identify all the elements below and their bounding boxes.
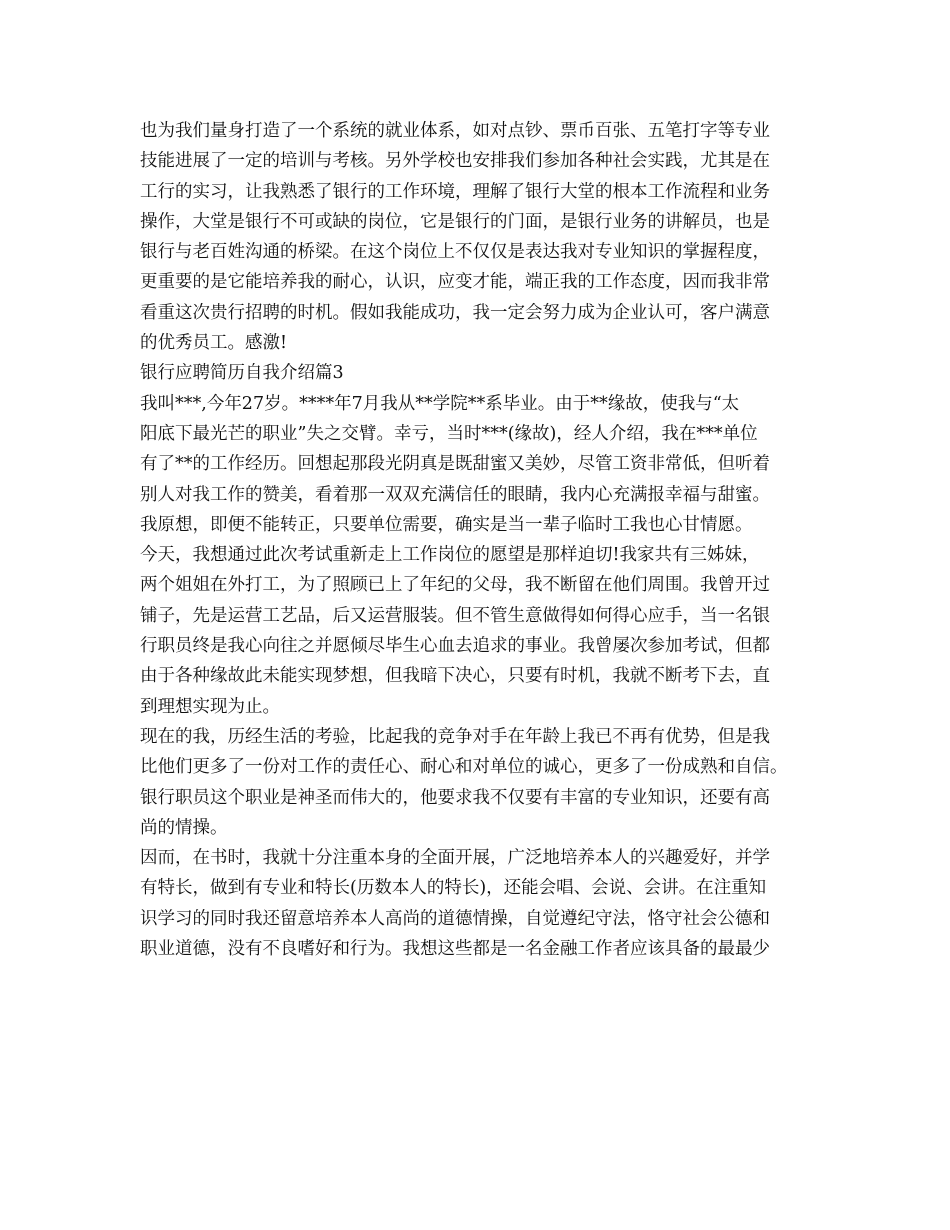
text-line: 银行与老百姓沟通的桥梁。在这个岗位上不仅仅是表达我对专业知识的掌握程度， (140, 242, 770, 263)
text-line: 我原想，即便不能转正，只要单位需要，确实是当一辈子临时工我也心甘情愿。 (140, 514, 753, 535)
text-line: 别人对我工作的赞美，看着那一双双充满信任的眼睛，我内心充满报幸福与甜蜜。 (140, 484, 770, 505)
text-line: 因而，在书时，我就十分注重本身的全面开展，广泛地培养本人的兴趣爱好，并学 (140, 848, 770, 869)
text-line: 现在的我，历经生活的考验，比起我的竞争对手在年龄上我已不再有优势，但是我 (140, 726, 770, 747)
text-line: 操作，大堂是银行不可或缺的岗位，它是银行的门面，是银行业务的讲解员，也是 (140, 211, 770, 232)
section-heading: 银行应聘简历自我介绍篇3 (140, 363, 344, 384)
text-line: 尚的情操。 (140, 817, 228, 838)
text-line: 比他们更多了一份对工作的责任心、耐心和对单位的诚心，更多了一份成熟和自信。 (140, 757, 788, 778)
text-line: 的优秀员工。感激! (140, 333, 288, 354)
text-line: 更重要的是它能培养我的耐心，认识，应变才能，端正我的工作态度，因而我非常 (140, 272, 770, 293)
text-line: 工行的实习，让我熟悉了银行的工作环境，理解了银行大堂的根本工作流程和业务 (140, 181, 770, 202)
text-line: 有了**的工作经历。回想起那段光阴真是既甜蜜又美妙，尽管工资非常低，但听着 (140, 454, 770, 475)
text-line: 也为我们量身打造了一个系统的就业体系，如对点钞、票币百张、五笔打字等专业 (140, 121, 770, 141)
text-line: 阳底下最光芒的职业”失之交臂。幸亏，当时***(缘故)，经人介绍，我在***单位 (140, 423, 758, 444)
text-line: 两个姐姐在外打工，为了照顾已上了年纪的父母，我不断留在他们周围。我曾开过 (140, 575, 770, 596)
text-line: 职业道德，没有不良嗜好和行为。我想这些都是一名金融工作者应该具备的最最少 (140, 939, 770, 960)
text-line: 由于各种缘故此未能实现梦想，但我暗下决心，只要有时机，我就不断考下去，直 (140, 666, 770, 687)
text-line: 技能进展了一定的培训与考核。另外学校也安排我们参加各种社会实践，尤其是在 (140, 151, 770, 172)
text-line: 银行职员这个职业是神圣而伟大的，他要求我不仅要有丰富的专业知识，还要有高 (140, 787, 770, 808)
document-body (140, 116, 830, 964)
text-line: 今天，我想通过此次考试重新走上工作岗位的愿望是那样迫切!我家共有三姊妹， (140, 545, 760, 566)
text-line: 我叫***,今年27岁。****年7月我从**学院**系毕业。由于**缘故，使我与“太 (140, 393, 740, 414)
text-line: 看重这次贵行招聘的时机。假如我能成功，我一定会努力成为企业认可，客户满意 (140, 302, 770, 323)
text-line: 铺子，先是运营工艺品，后又运营服装。但不管生意做得如何得心应手，当一名银 (140, 605, 770, 626)
text-line: 有特长，做到有专业和特长(历数本人的特长)，还能会唱、会说、会讲。在注重知 (140, 878, 767, 899)
text-line: 识学习的同时我还留意培养本人高尚的道德情操，自觉遵纪守法，恪守社会公德和 (140, 908, 770, 929)
text-line: 到理想实现为止。 (140, 696, 280, 717)
text-line: 行职员终是我心向往之并愿倾尽毕生心血去追求的事业。我曾屡次参加考试，但都 (140, 636, 770, 657)
